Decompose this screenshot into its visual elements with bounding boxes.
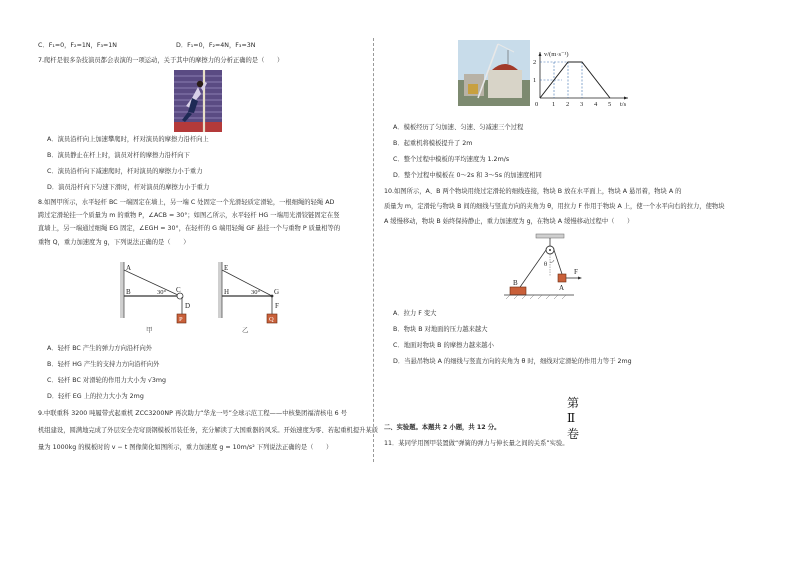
label-angle-2: 30° (251, 289, 261, 296)
q10-pulley-figure (504, 232, 594, 304)
q8-figure-jia (116, 258, 198, 334)
column-divider (373, 38, 374, 462)
label-angle-1: 30° (157, 289, 167, 296)
label-c: C (176, 286, 181, 294)
label-q: Q (269, 316, 274, 323)
ytick-1: 1 (533, 77, 537, 84)
q8-line-4: 重物 Q，重力加速度为 g，下列说法正确的是（ ） (38, 239, 190, 246)
xtick-0: 0 (535, 101, 539, 108)
q9-option-d: D．整个过程中模板在 0～2s 和 3～5s 的加速度相同 (393, 172, 542, 179)
label-p: P (179, 316, 183, 323)
label-f: F (275, 302, 279, 310)
v-t-graph (532, 48, 632, 108)
q10-line-1: 10.如图所示，A、B 两个物块用绕过定滑轮的细线连接，物块 B 放在水平面上，物块 A 悬吊着，物块 A 的 (384, 188, 682, 195)
xtick-4: 4 (594, 101, 598, 108)
q11-stem: 11．某同学用图甲装置做“弹簧的弹力与伸长量之间的关系”实验。 (384, 440, 569, 447)
label-f-force: F (574, 268, 578, 276)
q6-option-d: D．F₁=0，F₂=4N，F₃=3N (176, 42, 256, 49)
xtick-1: 1 (552, 101, 556, 108)
q8-line-1: 8.如图甲所示，水平轻杆 BC 一端固定在墙上，另一端 C 处固定一个光滑轻质定滑轮，一根细绳的轻绳 AD (38, 199, 335, 206)
q9-line-3: 量为 1000kg 的模板时的 v − t 图像简化如图所示，重力加速度 g = 10m/s² 下列说法正确的是（ ） (38, 444, 333, 451)
label-a-block: A (559, 284, 565, 292)
q8-option-c: C．轻杆 BC 对滑轮的作用力大小为 √3mg (47, 377, 167, 384)
graph-ylabel: v/(m·s⁻¹) (544, 51, 569, 58)
xtick-5: 5 (608, 101, 612, 108)
q10-option-b: B．物块 B 对地面的压力越来越大 (393, 326, 488, 333)
label-theta: θ (544, 261, 548, 268)
caption-yi: 乙 (242, 327, 249, 334)
part-2-heading: 二、实验题。本题共 2 小题，共 12 分。 (384, 424, 501, 431)
q7-option-d: D．演员沿杆向下匀速下滑时，杆对演员的摩擦力小于重力 (47, 184, 210, 191)
q10-line-2: 质量为 m，定滑轮与物块 B 间的细线与竖直方向的夹角为 θ，用拉力 F 作用于物块 A 上，使一个水平向右的拉力，使物块 (384, 203, 725, 210)
label-b: B (126, 288, 131, 296)
q8-option-a: A．轻杆 BC 产生的弹力方向沿杆向外 (47, 345, 153, 352)
q10-option-d: D．当悬吊物块 A 的细线与竖直方向的夹角为 θ 时，细线对定滑轮的作用力等于 2mg (393, 358, 632, 365)
label-h: H (224, 288, 230, 296)
crane-photo (458, 40, 530, 106)
q8-figure-yi (214, 258, 292, 334)
q7-stem: 7.爬杆是很多杂技演员都会表演的一项运动，关于其中的摩擦力的分析正确的是（ ） (38, 57, 284, 64)
q7-option-b: B．演员静止在杆上时，演员对杆的摩擦力沿杆向下 (47, 152, 190, 159)
xtick-2: 2 (566, 101, 570, 108)
q6-option-c: C．F₁=0，F₂=1N，F₃=1N (38, 42, 117, 49)
pole-climber-photo (174, 70, 222, 132)
xtick-3: 3 (580, 101, 584, 108)
q9-line-2: 机组建设，圆满地完成了外层安全壳穹顶钢模板吊装任务，充分解读了大国重器的风采。开始速度为零、若起重机提升某质 (38, 427, 379, 434)
q9-option-a: A．模板经历了匀加速、匀速、匀减速三个过程 (393, 124, 524, 131)
q9-option-b: B．起重机将模板提升了 2m (393, 140, 473, 147)
section-title: 第Ⅱ卷 (567, 396, 580, 441)
q10-option-a: A．拉力 F 变大 (393, 310, 437, 317)
q10-line-3: A 缓慢移动，物块 B 始终保持静止，重力加速度为 g，在物块 A 缓慢移动过程中（ ） (384, 218, 634, 225)
graph-xlabel: t/s (620, 101, 627, 108)
q7-option-c: C．演员沿杆向下减速爬时，杆对演员的摩擦力小于重力 (47, 168, 203, 175)
q8-option-d: D．轻杆 EG 上的拉力大小为 2mg (47, 393, 144, 400)
q7-option-a: A．演员沿杆向上加速攀爬时，杆对演员的摩擦力沿杆向上 (47, 136, 209, 143)
ytick-2: 2 (533, 59, 537, 66)
q9-line-1: 9.中联重科 3200 吨履带式起重机 ZCC3200NP 再次助力“华龙一号”全球示范工程——中核集团福清核电 6 号 (38, 410, 347, 417)
q8-line-3: 直墙上，另一端通过细绳 EG 固定，∠EGH = 30°，在轻杆的 G 端用轻绳 GF 悬挂一个与重物 P 质量相等的 (38, 225, 341, 232)
label-g: G (274, 288, 280, 296)
label-b-block: B (513, 279, 518, 287)
q10-option-c: C．地面对物块 B 的摩擦力越来越小 (393, 342, 494, 349)
q8-line-2: 跨过定滑轮挂一个质量为 m 的重物 P，∠ACB = 30°；如图乙所示，水平轻杆 HG 一端用光滑铰链固定在竖 (38, 212, 340, 219)
label-d: D (185, 302, 191, 310)
caption-jia: 甲 (146, 327, 153, 334)
q8-option-b: B．轻杆 HG 产生的支持力方向沿杆向外 (47, 361, 160, 368)
label-a: A (126, 264, 132, 272)
q9-option-c: C．整个过程中模板的平均速度为 1.2m/s (393, 156, 510, 163)
label-e: E (224, 264, 229, 272)
